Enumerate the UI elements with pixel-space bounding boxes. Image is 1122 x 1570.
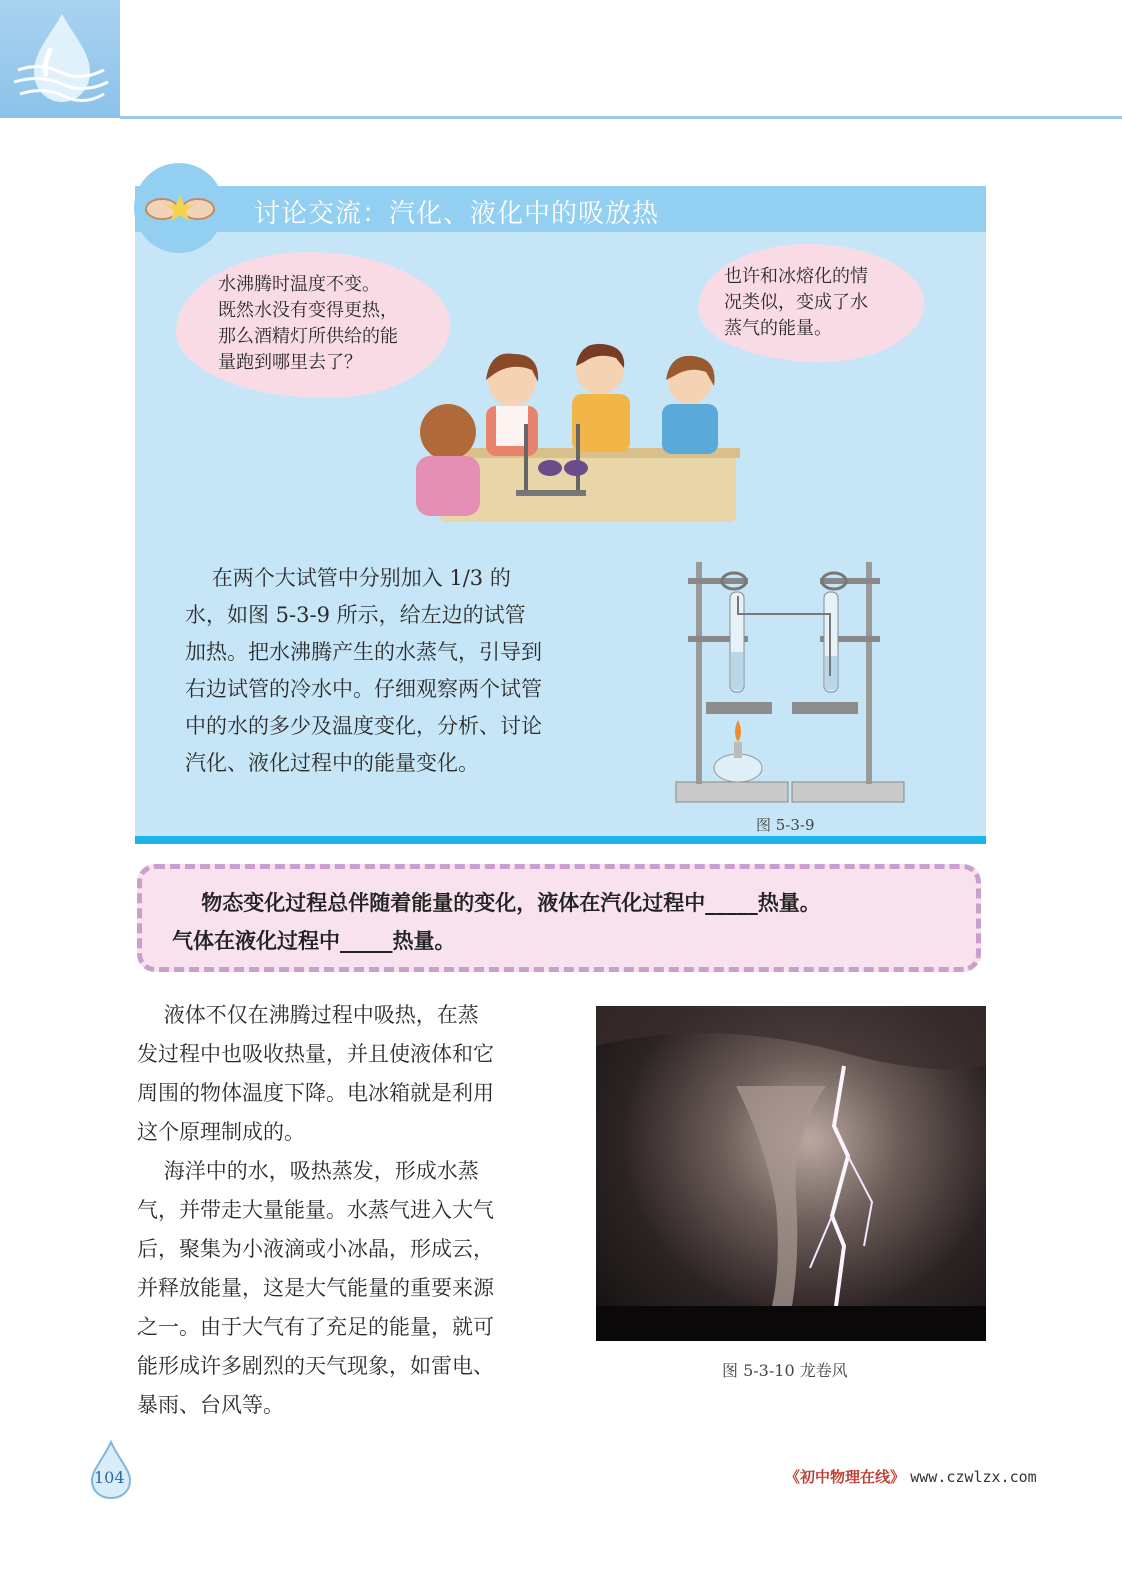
summary-text: 物态变化过程总伴随着能量的变化，液体在汽化过程中_____热量。 气体在液化过程中_____热量。 [172, 891, 821, 953]
body-paragraphs: 液体不仅在沸腾过程中吸热，在蒸 发过程中也吸收热量，并且使液体和它 周围的物体温度下降。电冰箱就是利用 这个原理制成的。 海洋中的水，吸热蒸发，形成水蒸 气，并带走大量能量。水蒸气进入大气 后，聚集为小液滴或小冰晶，形成云， 并释放能量，这是大气能量的重要来源 之一。由于大气有了充足的能量，就可 能形成许多剧烈的天气现象，如雷电、 暴雨、台风等。 [137, 1003, 494, 1417]
tornado-lightning-image [596, 1006, 986, 1341]
page-number: 104 [94, 1468, 125, 1487]
speech-bubble-right-text: 也许和冰熔化的情 况类似，变成了水 蒸气的能量。 [724, 266, 868, 339]
water-drop-icon [0, 0, 120, 118]
discussion-bottom-rule [135, 836, 986, 844]
figure-caption-5-3-9: 图 5-3-9 [756, 816, 815, 834]
footer-brand: 《初中物理在线》 [785, 1468, 906, 1486]
footer-watermark [785, 1466, 1037, 1487]
header-rule [120, 116, 1122, 119]
figure-caption-5-3-10: 图 5-3-10 龙卷风 [722, 1361, 848, 1380]
discussion-badge [134, 163, 224, 253]
experiment-description: 在两个大试管中分别加入 1/3 的 水，如图 5-3-9 所示，给左边的试管 加热。把水沸腾产生的水蒸气，引导到 右边试管的冷水中。仔细观察两个试管 中的水的多少及温度变化，分析、讨论 汽化、液化过程中的能量变化。 [185, 566, 542, 775]
boiling-apparatus-figure [672, 556, 908, 830]
speech-bubble-left-text: 水沸腾时温度不变。 既然水没有变得更热， 那么酒精灯所供给的能 量跑到哪里去了？ [218, 274, 398, 373]
discussion-title: 讨论交流：汽化、液化中的吸放热 [254, 199, 660, 229]
tornado-photo [596, 1006, 986, 1341]
discussion-icon [134, 163, 224, 253]
students-illustration [400, 340, 740, 530]
footer-url[interactable]: www.czwlzx.com [910, 1468, 1037, 1486]
chapter-header-block [0, 0, 120, 118]
